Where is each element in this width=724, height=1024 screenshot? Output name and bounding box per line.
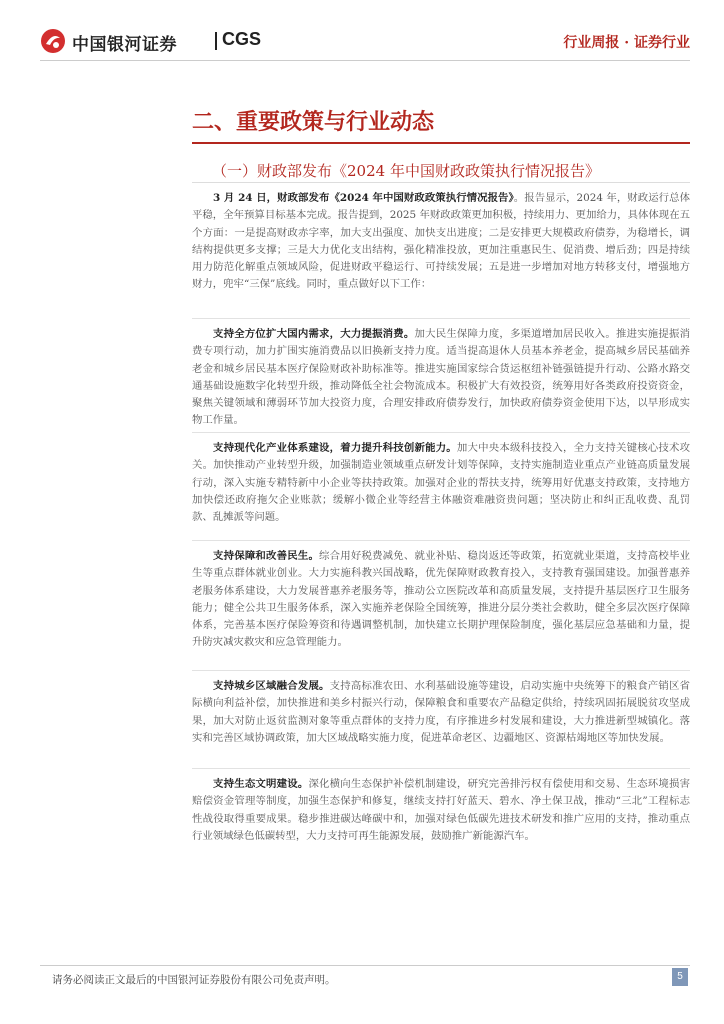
cgs-logo-icon [40, 28, 66, 54]
paragraph-industry [192, 440, 690, 526]
paragraph-divider [192, 540, 690, 541]
page-number: 5 [672, 968, 688, 986]
paragraph-body: 加大民生保障力度，多渠道增加居民收入。推进实施提振消费专项行动，加力扩围实施消费品以旧换新支持力度。适当提高退休人员基本养老金，提高城乡居民基础养老金和城乡居民基本医疗保险财政补助标准等。推进实施国家综合货运枢纽补链强链提升行动、公路水路交通基础设施数字化转型升级，推动降低全社会物流成本。积极扩大有效投资，统筹用好各类政府投资资金，聚焦关键领域和薄弱环节加大投资力度，合理安排政府债券发行，加快政府债券资金使用下达，以早形成实物工作量。 [192, 328, 691, 427]
footer-disclaimer: 请务必阅读正文最后的中国银河证券股份有限公司免责声明。 [52, 974, 336, 986]
logo-text-cn: 中国银河证券 [72, 35, 177, 55]
paragraph-lead: 支持全方位扩大国内需求，大力提振消费。 [213, 328, 415, 340]
subsection-underline [192, 182, 690, 183]
paragraph-lead: 支持现代化产业体系建设，着力提升科技创新能力。 [213, 442, 457, 454]
paragraph-intro [192, 190, 690, 294]
paragraph-consumption [192, 326, 690, 430]
header-divider [40, 60, 690, 61]
page-header [40, 26, 690, 56]
paragraph-divider [192, 768, 690, 769]
paragraph-body: 综合用好税费减免、就业补贴、稳岗返还等政策，拓宽就业渠道，支持高校毕业生等重点群体就业创业。大力实施科教兴国战略，优先保障财政教育投入，支持教育强国建设。加强普惠养老服务体系建设，大力发展普惠养老服务等，推动公立医院改革和高质量发展，支持提升基层医疗卫生服务能力；健全公共卫生服务体系，深入实施养老保险全国统筹，推进分层分类社会救助，健全多层次医疗保障体系，完善基本医疗保险筹资和待遇调整机制，加快建立长期护理保险制度，强化基层应急基础和力量，提升防灾减灾救灾和应急管理能力。 [192, 550, 690, 649]
paragraph-urban-rural [192, 678, 690, 747]
section-title-underline [192, 142, 690, 144]
paragraph-body: 。报告显示，2024 年，财政运行总体平稳，全年预算目标基本完成。报告提到，2025 年财政政策更加积极，持续用力、更加给力，具体体现在五个方面：一是提高财政赤字率，加大支出强度、加快支出进度；二是安排更大规模政府债券，为稳增长，调结构提供更多支撑；三是大力优化支出结构，强化精准投放，更加注重惠民生、促消费、增后劲；四是持续用力防范化解重点领域风险，促进财政平稳运行、可持续发展；五是进一步增加对地方转移支付，增强地方财力，兜牢“三保”底线。同时，重点做好以下工作： [192, 192, 690, 291]
paragraph-body: 支持高标准农田、水利基础设施等建设，启动实施中央统筹下的粮食产销区省际横向利益补偿，加快推进和美乡村振兴行动，保障粮食和重要农产品稳定供给，持续巩固拓展脱贫攻坚成果，加大对防止返贫监测对象等重点群体的支持力度，有序推进乡村发展和建设，大力推进新型城镇化。落实和完善区域协调政策，加大区域战略实施力度，促进革命老区、边疆地区、资源枯竭地区等加快发展。 [192, 680, 691, 744]
paragraph-lead: 3 月 24 日，财政部发布《2024 年中国财政政策执行情况报告》 [213, 192, 514, 204]
paragraph-lead: 支持城乡区域融合发展。 [213, 680, 330, 692]
paragraph-livelihood [192, 548, 690, 652]
paragraph-lead: 支持生态文明建设。 [213, 778, 309, 790]
report-type-label: 行业周报 · 证券行业 [563, 35, 690, 51]
logo-text-en: CGS [222, 29, 262, 49]
paragraph-body: 加大中央本级科技投入，全力支持关键核心技术攻关。加快推动产业转型升级，加强制造业领域重点研发计划等保障，支持实施制造业重点产业链高质量发展行动，深入实施专精特新中小企业等扶持政策。加强对企业的帮扶支持，统筹用好优惠支持政策，支持地方加快偿还政府拖欠企业账款；缓解小微企业等经营主体融资难融资贵问题；坚决防止和纠正乱收费、乱罚款、乱摊派等问题。 [192, 442, 691, 524]
paragraph-lead: 支持保障和改善民生。 [213, 550, 320, 562]
paragraph-body: 深化横向生态保护补偿机制建设，研究完善排污权有偿使用和交易、生态环境损害赔偿资金管理等制度，加强生态保护和修复，继续支持打好蓝天、碧水、净土保卫战，推动“三北”工程标志性战役取得重要成果。稳步推进碳达峰碳中和，加强对绿色低碳先进技术研发和推广应用的支持，推动重点行业领域绿色低碳转型，大力支持可再生能源发展，鼓励推广新能源汽车。 [192, 778, 691, 842]
logo-separator [215, 32, 217, 50]
paragraph-divider [192, 670, 690, 671]
paragraph-ecology [192, 776, 690, 845]
section-title: 二、重要政策与行业动态 [192, 109, 435, 135]
subsection-title: （一）财政部发布《2024 年中国财政政策执行情况报告》 [212, 162, 600, 180]
paragraph-divider [192, 318, 690, 319]
footer-divider [40, 965, 690, 966]
paragraph-divider [192, 432, 690, 433]
